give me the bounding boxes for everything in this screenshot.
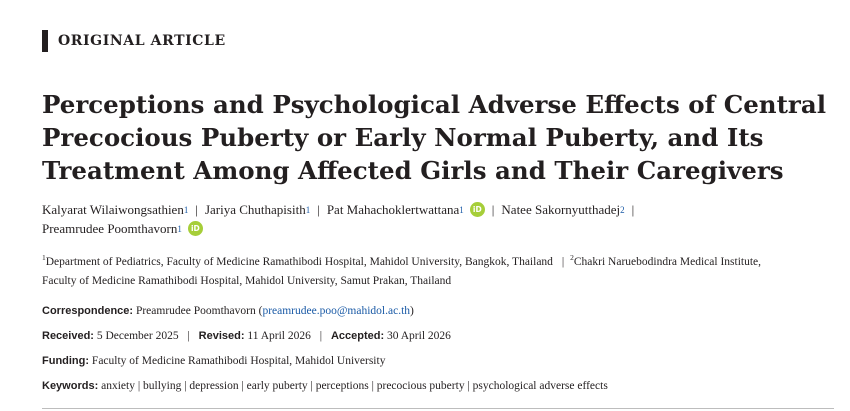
affiliation-line bbox=[42, 253, 842, 272]
title-line: Perceptions and Psychological Adverse Effects of Central bbox=[42, 90, 827, 119]
author-list bbox=[42, 200, 842, 238]
funding-text: Faculty of Medicine Ramathibodi Hospital, Mahidol University bbox=[91, 355, 386, 367]
correspondence bbox=[42, 305, 842, 317]
author-separator: | bbox=[195, 202, 198, 217]
revised-label: Revised: bbox=[198, 330, 245, 342]
title-line: Precocious Puberty or Early Normal Puberty, and Its bbox=[42, 123, 764, 152]
article-type-label: ORIGINAL ARTICLE bbox=[58, 33, 226, 49]
keywords-label: Keywords: bbox=[42, 380, 99, 392]
affiliation-number: 2 bbox=[570, 253, 574, 263]
author-name[interactable]: Preamrudee Poomthavorn bbox=[42, 221, 178, 236]
author-name[interactable]: Pat Mahachoklertwattana bbox=[326, 202, 460, 217]
correspondence-name: Preamrudee Poomthavorn bbox=[135, 305, 256, 317]
affiliation-line bbox=[42, 272, 842, 291]
received-date: 5 December 2025 bbox=[96, 330, 179, 342]
paren-open: ( bbox=[258, 305, 263, 317]
title-line: Treatment Among Affected Girls and Their Caregivers bbox=[42, 156, 784, 185]
author-name[interactable]: Jariya Chuthapisith bbox=[204, 202, 306, 217]
date-separator: | bbox=[319, 330, 323, 342]
received-label: Received: bbox=[42, 330, 94, 342]
affiliation-text: Department of Pediatrics, Faculty of Medicine Ramathibodi Hospital, Mahidol University, Bangkok, Thailand bbox=[45, 256, 553, 268]
affiliation-number: 1 bbox=[42, 253, 46, 263]
author-separator: | bbox=[631, 202, 635, 217]
funding-label: Funding: bbox=[42, 355, 90, 367]
article-type bbox=[42, 30, 226, 52]
divider bbox=[42, 408, 834, 409]
correspondence-label: Correspondence: bbox=[42, 305, 134, 317]
paren-close: ) bbox=[410, 305, 414, 317]
revised-date: 11 April 2026 bbox=[247, 330, 311, 342]
author-row: Kalyarat Wilaiwongsathien 1 | Jariya Chuthapisith 1 | Pat Mahachoklertwattana 1 iD | Natee Sakornyutthadej 2 | bbox=[42, 202, 635, 217]
article-title bbox=[42, 88, 842, 187]
keywords-text: anxiety | bullying | depression | early puberty | perceptions | precocious puberty | psychological adverse effects bbox=[101, 380, 608, 392]
date-separator: | bbox=[187, 330, 190, 342]
affiliation-text: Faculty of Medicine Ramathibodi Hospital, Mahidol University, Samut Prakan, Thailand bbox=[42, 275, 452, 287]
affiliations bbox=[42, 253, 842, 291]
correspondence-email-link[interactable]: preamrudee.poo@mahidol.ac.th bbox=[262, 305, 411, 317]
article-type-bar bbox=[42, 30, 48, 52]
orcid-icon[interactable]: iD bbox=[470, 202, 485, 217]
author-name[interactable]: Natee Sakornyutthadej bbox=[501, 202, 621, 217]
accepted-date: 30 April 2026 bbox=[387, 330, 451, 342]
author-row: Preamrudee Poomthavorn 1 iD bbox=[42, 219, 842, 238]
history-dates bbox=[42, 330, 842, 342]
author-name[interactable]: Kalyarat Wilaiwongsathien bbox=[42, 202, 184, 217]
funding bbox=[42, 355, 842, 367]
affiliation-separator: | bbox=[561, 256, 565, 268]
orcid-icon[interactable]: iD bbox=[188, 221, 203, 236]
keywords bbox=[42, 380, 842, 392]
author-separator: | bbox=[317, 202, 320, 217]
affiliation-text: Chakri Naruebodindra Medical Institute, bbox=[573, 256, 762, 268]
accepted-label: Accepted: bbox=[330, 330, 385, 342]
author-separator: | bbox=[491, 202, 495, 217]
